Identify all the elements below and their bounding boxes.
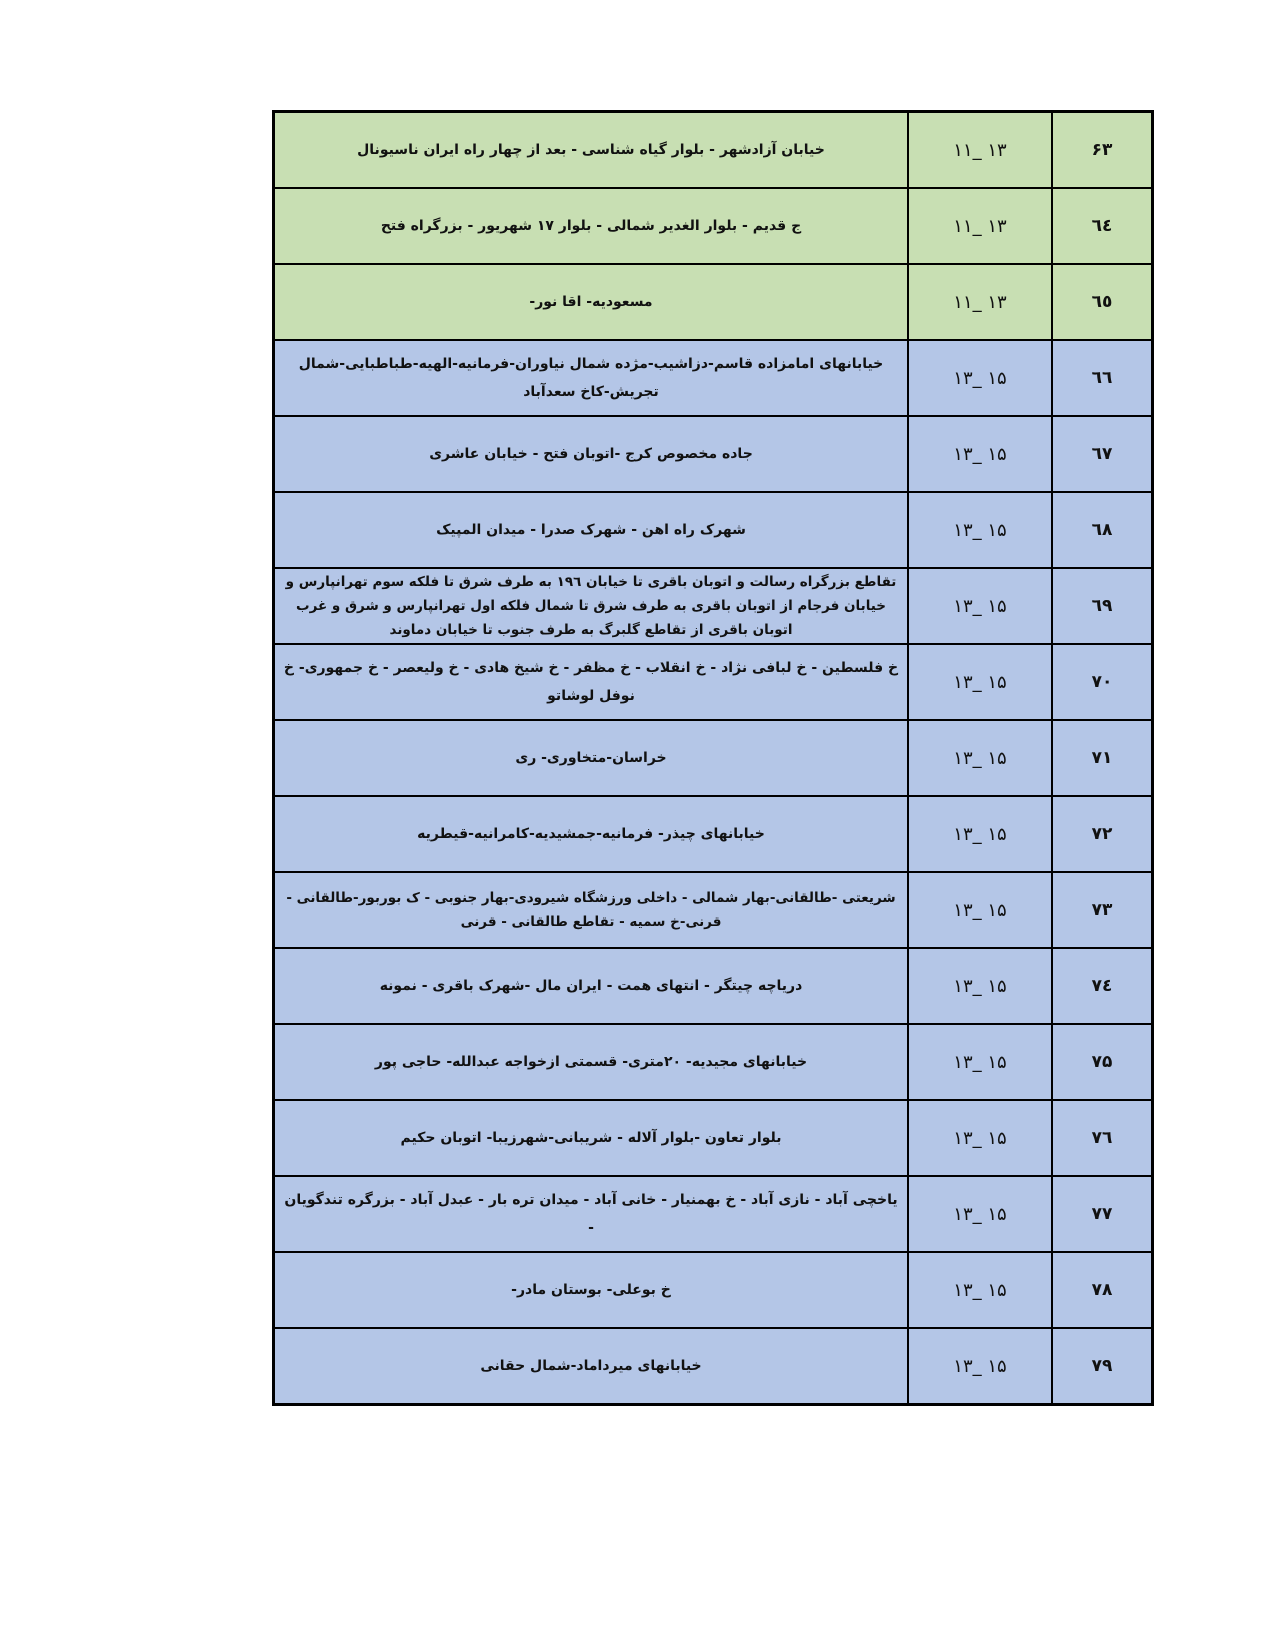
area-description: خ بوعلی- بوستان مادر- (274, 1252, 909, 1328)
table-row (274, 1252, 1153, 1328)
table-row (274, 796, 1153, 872)
area-description: خیابانهای مجیدیه- ۲۰متری- قسمتی ازخواجه عبدالله- حاجی پور (274, 1024, 909, 1100)
table-row (274, 1176, 1153, 1252)
row-number: ۶۳ (1052, 112, 1153, 189)
time-range: ۱۵ _۱۳ (908, 948, 1052, 1024)
time-range: ۱۵ _۱۳ (908, 340, 1052, 416)
table-row (274, 568, 1153, 644)
area-description: خیابانهای چیذر- فرمانیه-جمشیدیه-کامرانیه-قیطریه (274, 796, 909, 872)
area-description: ج قدیم - بلوار الغدیر شمالی - بلوار ۱۷ شهریور - بزرگراه فتح (274, 188, 909, 264)
row-number: ٦٦ (1052, 340, 1153, 416)
area-description: خ فلسطین - خ لبافی نژاد - خ انقلاب - خ مظفر - خ شیخ هادی - خ ولیعصر - خ جمهوری- خ نوفل لوشاتو (274, 644, 909, 720)
schedule-table (272, 110, 1154, 1406)
table-row (274, 492, 1153, 568)
row-number: ٦٤ (1052, 188, 1153, 264)
area-description: یاخچی آباد - نازی آباد - خ بهمنیار - خانی آباد - میدان تره بار - عبدل آباد - بزرگره تندگویان - (274, 1176, 909, 1252)
area-description: شریعتی -طالقانی-بهار شمالی - داخلی ورزشگاه شیرودی-بهار جنوبی - ک بوربور-طالقانی - قرنی-خ سمیه - تقاطع طالقانی - قرنی (274, 872, 909, 948)
time-range: ۱۵ _۱۳ (908, 416, 1052, 492)
row-number: ٦٥ (1052, 264, 1153, 340)
row-number: ۷۳ (1052, 872, 1153, 948)
row-number: ۷۱ (1052, 720, 1153, 796)
area-description: مسعودیه- اقا نور- (274, 264, 909, 340)
time-range: ۱۳ _۱۱ (908, 112, 1052, 189)
table-row (274, 188, 1153, 264)
table-row (274, 416, 1153, 492)
table-row (274, 720, 1153, 796)
table-row (274, 1328, 1153, 1405)
table-row (274, 264, 1153, 340)
area-description: خراسان-متخاوری- ری (274, 720, 909, 796)
time-range: ۱۵ _۱۳ (908, 796, 1052, 872)
time-range: ۱۵ _۱۳ (908, 1252, 1052, 1328)
time-range: ۱۵ _۱۳ (908, 1176, 1052, 1252)
area-description: خیابانهای امامزاده قاسم-دزاشیب-مژده شمال نیاوران-فرمانیه-الهیه-طباطبایی-شمال تجریش-کاخ سعدآباد (274, 340, 909, 416)
time-range: ۱۳ _۱۱ (908, 188, 1052, 264)
area-description: دریاچه چیتگر - انتهای همت - ایران مال -شهرک باقری - نمونه (274, 948, 909, 1024)
row-number: ٦٨ (1052, 492, 1153, 568)
time-range: ۱۵ _۱۳ (908, 1328, 1052, 1405)
time-range: ۱۵ _۱۳ (908, 1100, 1052, 1176)
time-range: ۱۵ _۱۳ (908, 568, 1052, 644)
area-description: بلوار تعاون -بلوار آلاله - شریبانی-شهرزیبا- اتوبان حکیم (274, 1100, 909, 1176)
area-description: خیابانهای میرداماد-شمال حقانی (274, 1328, 909, 1405)
time-range: ۱۵ _۱۳ (908, 492, 1052, 568)
table-row (274, 872, 1153, 948)
table-row (274, 340, 1153, 416)
time-range: ۱۵ _۱۳ (908, 720, 1052, 796)
row-number: ۷۸ (1052, 1252, 1153, 1328)
row-number: ۷۵ (1052, 1024, 1153, 1100)
time-range: ۱۵ _۱۳ (908, 872, 1052, 948)
time-range: ۱۵ _۱۳ (908, 644, 1052, 720)
time-range: ۱۵ _۱۳ (908, 1024, 1052, 1100)
area-description: شهرک راه اهن - شهرک صدرا - میدان المپیک (274, 492, 909, 568)
row-number: ٦٩ (1052, 568, 1153, 644)
row-number: ۷٦ (1052, 1100, 1153, 1176)
row-number: ٦٧ (1052, 416, 1153, 492)
row-number: ۷۰ (1052, 644, 1153, 720)
area-description: خیابان آزادشهر - بلوار گیاه شناسی - بعد از چهار راه ایران ناسیونال (274, 112, 909, 189)
table-row (274, 112, 1153, 189)
time-range: ۱۳ _۱۱ (908, 264, 1052, 340)
row-number: ۷٤ (1052, 948, 1153, 1024)
row-number: ۷۹ (1052, 1328, 1153, 1405)
row-number: ۷۷ (1052, 1176, 1153, 1252)
table-row (274, 1100, 1153, 1176)
table-row (274, 948, 1153, 1024)
area-description: جاده مخصوص کرج -اتوبان فتح - خیابان عاشری (274, 416, 909, 492)
table-row (274, 1024, 1153, 1100)
table-row (274, 644, 1153, 720)
row-number: ۷۲ (1052, 796, 1153, 872)
schedule-body (274, 112, 1153, 1405)
area-description: تقاطع بزرگراه رسالت و اتوبان باقری تا خیابان ۱۹٦ به طرف شرق تا فلکه سوم تهرانپارس و خیابان فرجام از اتوبان باقری به طرف شرق تا شمال فلکه اول تهرانپارس و شرق و غرب اتوبان باقری از تقاطع گلبرگ به طرف جنوب تا خیابان دماوند (274, 568, 909, 644)
